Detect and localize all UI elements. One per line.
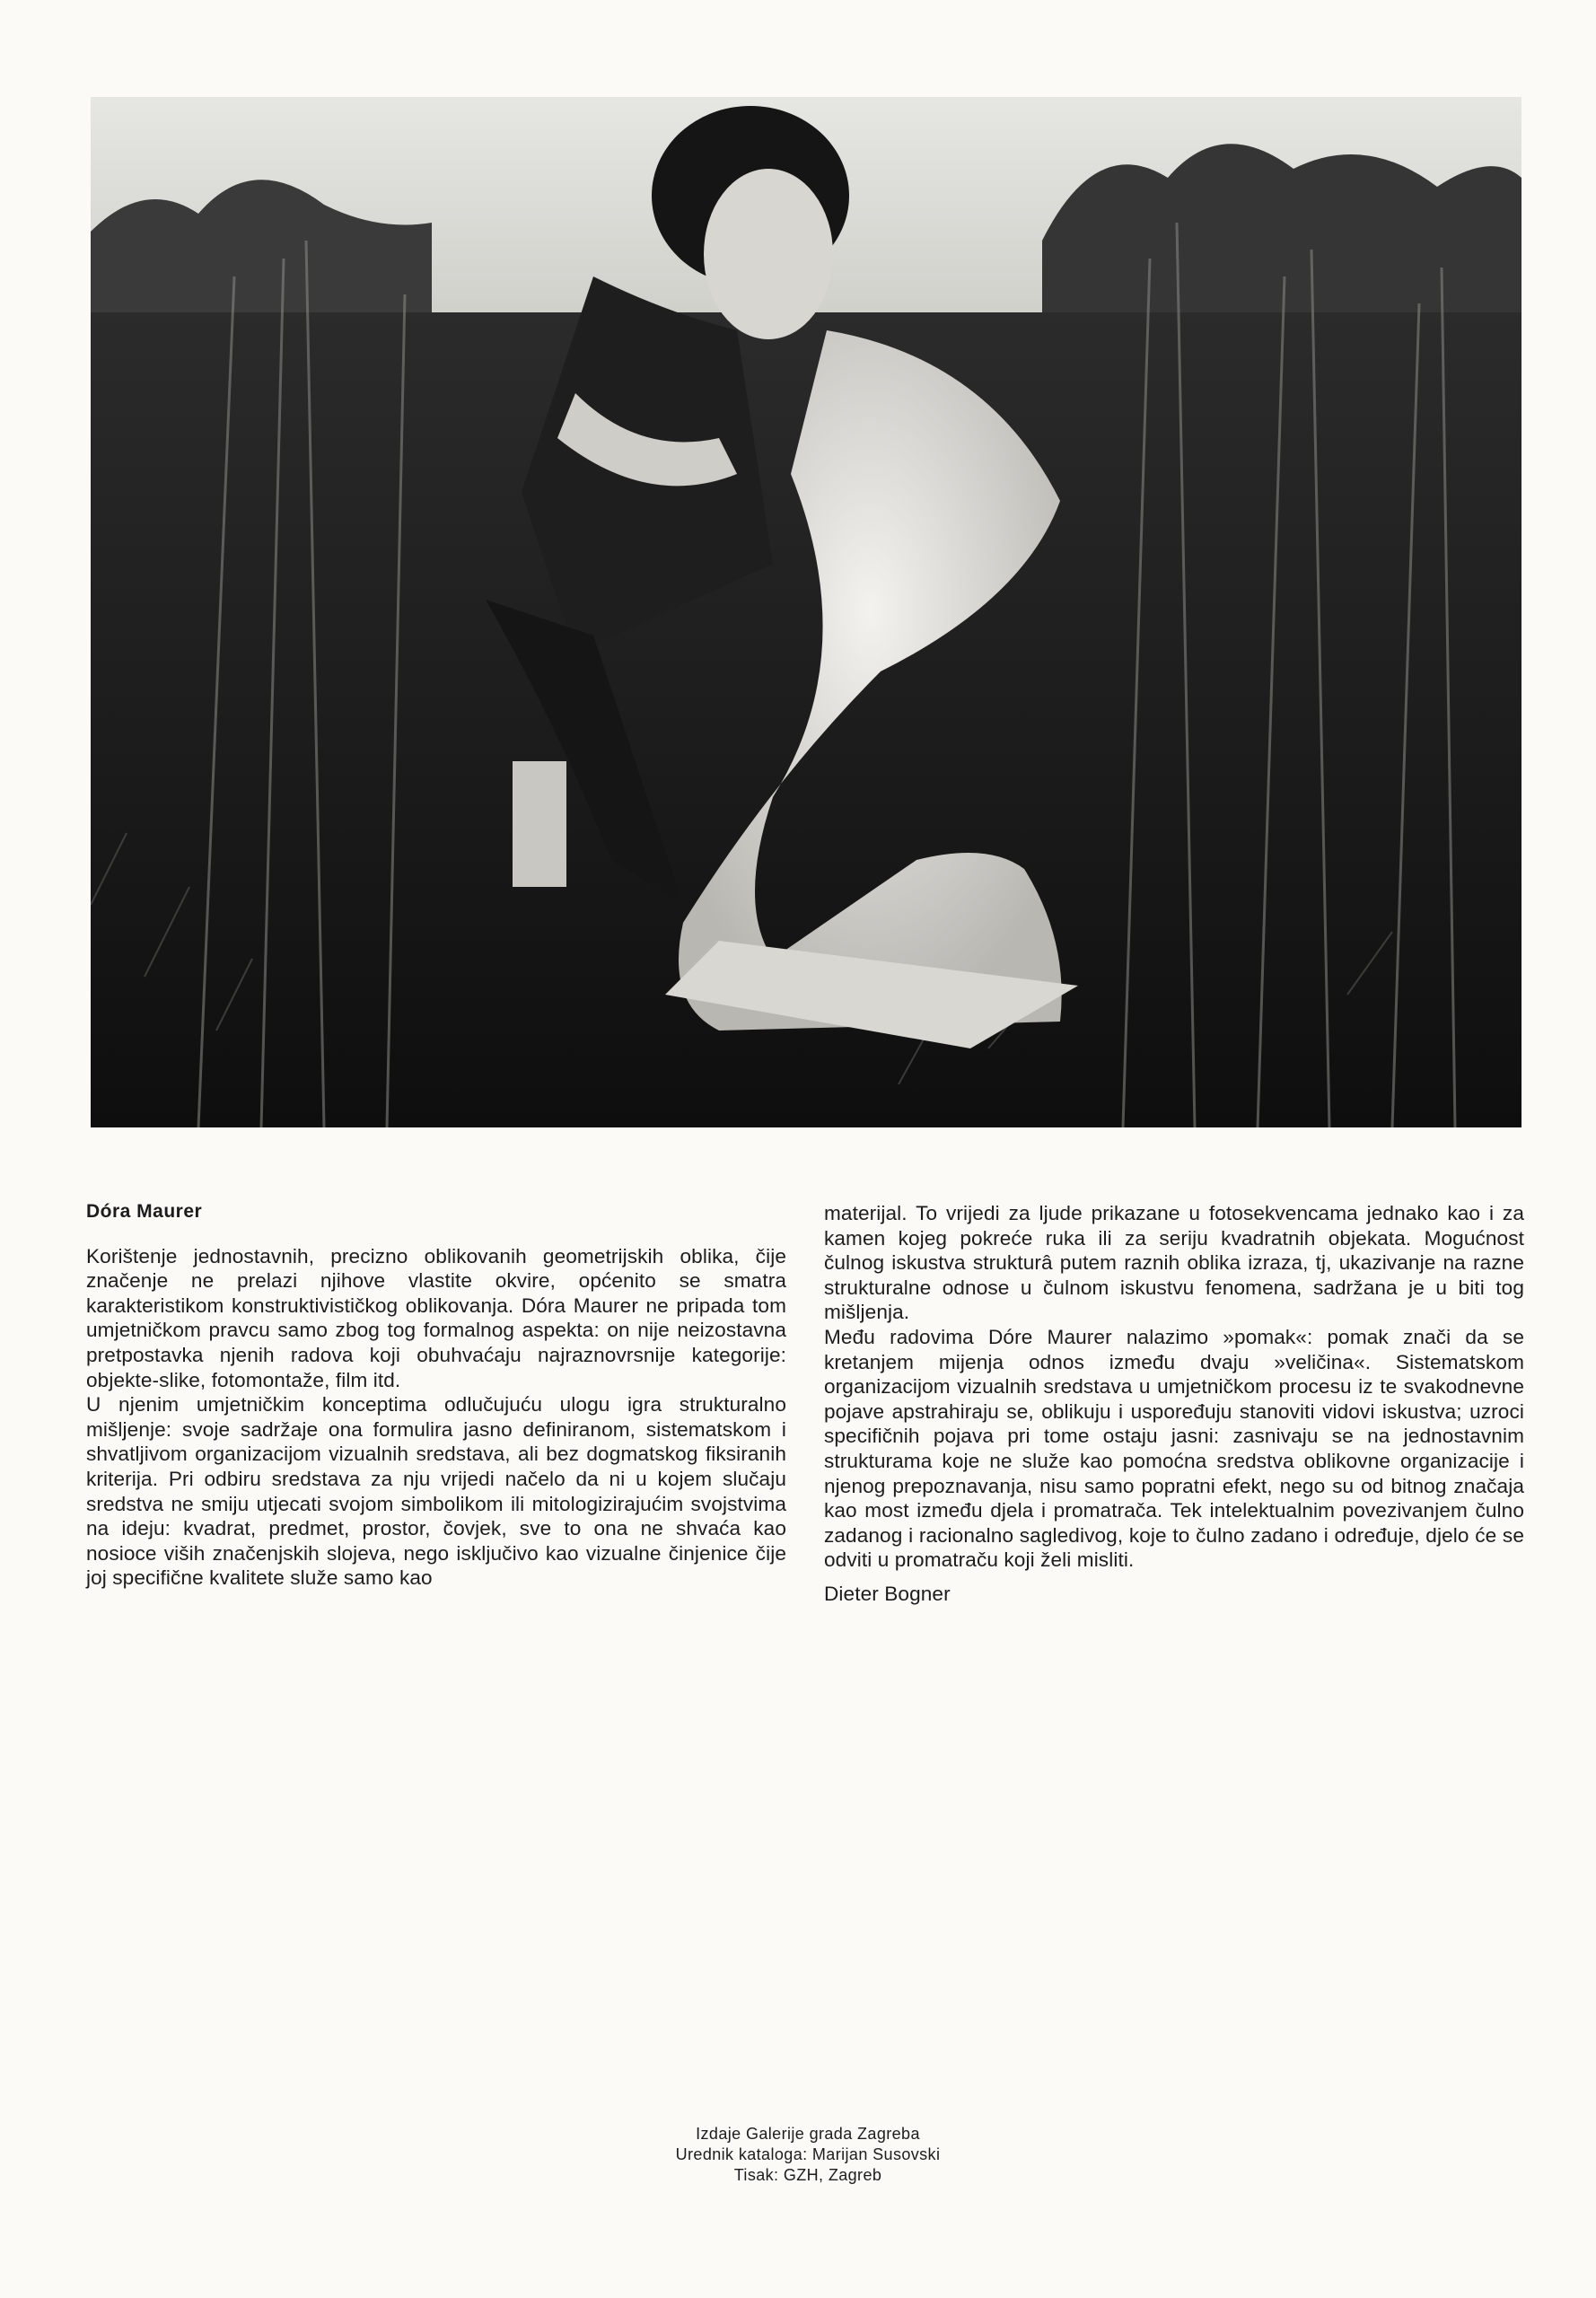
photograph xyxy=(91,97,1521,1127)
article-paragraph: Korištenje jednostavnih, precizno oblikovanih geometrijskih oblika, čije značenje ne prelazi njihove vlastite okvire, općenito se smatra karakteristikom konstruktivističkog oblikovanja. Dóra Maurer ne pripada tom umjetničkom pravcu samo zbog tog formalnog aspekta: on nije neizostavna pretpostavka njenih radova koji obuhvaćaju najraznovrsnije kategorije: objekte-slike, fotomontaže, film itd. xyxy=(86,1244,786,1391)
imprint-printer: Tisak: GZH, Zagreb xyxy=(733,2166,882,2184)
article-paragraph: materijal. To vrijedi za ljude prikazane u fotosekvencama jednako kao i za kamen kojeg pokreće ruka ili za seriju kvadratnih objekata. Mogućnost čulnog iskustva strukturâ putem raznih oblika izraza, tj, ukazivanje na razne strukturalne odnose u čulnom iskustvu fenomena, sadržana je u biti tog mišljenja. xyxy=(824,1202,1524,1324)
article-left-column xyxy=(86,1199,786,1591)
imprint-publisher: Izdaje Galerije grada Zagreba xyxy=(696,2125,920,2143)
imprint-editor: Urednik kataloga: Marijan Susovski xyxy=(675,2145,941,2163)
article-paragraph: Među radovima Dóre Maurer nalazimo »pomak«: pomak znači da se kretanjem mijenja odnos između dvaju »veličina«. Sistematskom organizacijom vizualnih sredstava u umjetničkom procesu iz te svakodnevne pojave apstrahiraju se, oblikuju i uspoređuju stanoviti vidovi iskustva; uzroci specifičnih pojava pri tome ostaju jasni: zasnivaju se na jednostavnim strukturama koje ne služe kao pomoćna sredstva oblikovne organizacije i njenog prepoznavanja, nisu samo popratni efekt, nego su od bitnog značaja kao most između djela i promatrača. Tek intelektualnim povezivanjem čulno zadanog i racionalno sagledivog, koje to čulno zadano i određuje, djelo će se odviti u promatraču koji želi misliti. xyxy=(824,1325,1524,1572)
photograph-icon xyxy=(91,97,1521,1127)
article-right-column xyxy=(824,1201,1524,1607)
signature: Dieter Bogner xyxy=(824,1582,951,1605)
author-heading: Dóra Maurer xyxy=(86,1201,203,1222)
article xyxy=(86,1199,1522,1702)
imprint xyxy=(574,2124,1041,2186)
article-paragraph: U njenim umjetničkim konceptima odlučujuću ulogu igra strukturalno mišljenje: svoje sadržaje ona formulira jasno definiranom, sistematskom i shvatljivom organizacijom vizualnih sredstava, ali bez dogmatskog fiksiranih kriterija. Pri odbiru sredstava za nju vrijedi načelo da ni u kojem slučaju sredstva ne smiju utjecati svojom simbolikom ili mitologizirajućim svojstvima na ideju: kvadrat, predmet, prostor, čovjek, sve to ona ne shvaća kao nosioce viših značenjskih slojeva, nego isključivo kao vizualne činjenice čije joj specifične kvalitete služe samo kao xyxy=(86,1393,786,1590)
